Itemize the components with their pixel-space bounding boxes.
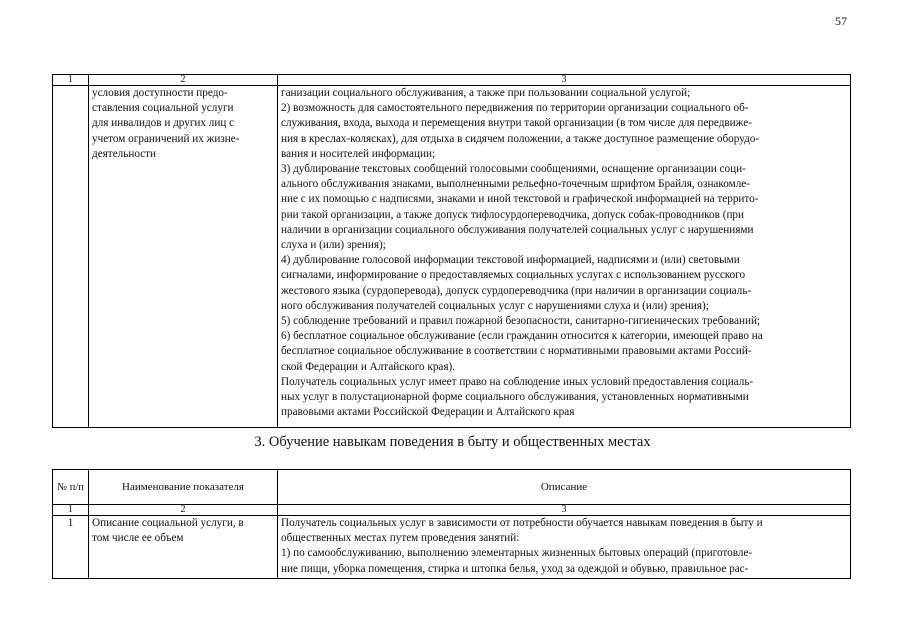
table-header-row: [53, 470, 851, 505]
column-number-2: 2: [89, 75, 278, 86]
description-line: ганизации социального обслуживания, а также при пользовании социальной услугой;: [281, 87, 691, 99]
description-line: ного обслуживания получателей социальных услуг с нарушениями слуха и (или) зрения);: [281, 299, 709, 312]
training-table: [52, 469, 851, 579]
column-number-3: 3: [278, 505, 851, 516]
description-line: слуха и (или) зрения);: [281, 239, 386, 252]
indicator-name-line: для инвалидов и других лиц с: [92, 117, 235, 130]
indicator-name-cell: [89, 86, 278, 428]
row-number-cell: 1: [53, 516, 89, 579]
indicator-name-line: ставления социальной услуги: [92, 102, 234, 115]
description-line: служивания, входа, выхода и перемещения внутри такой организации (в том числе для передвиже-: [281, 117, 752, 130]
description-clip: [281, 516, 847, 578]
description-line: правовыми актами Российской Федерации и Алтайского края: [281, 406, 575, 419]
description-line: ния в креслах-колясках), для отдыха в сидячем положении, а также доступное размещение оборудо-: [281, 132, 760, 145]
description-line: ской Федерации и Алтайского края).: [281, 360, 456, 373]
description-line: 3) дублирование текстовых сообщений голосовыми сообщениями, оснащение организации соци-: [281, 163, 746, 176]
section-title: 3. Обучение навыкам поведения в быту и общественных местах: [254, 434, 651, 450]
column-number-1: 1: [53, 75, 89, 86]
description-line: вания и носителей информации;: [281, 147, 436, 160]
indicator-name-line: условия доступности предо-: [92, 87, 228, 99]
description-line: наличии в организации социального обслуживания получателей социальных услуг с нарушениями: [281, 223, 754, 236]
header-indicator-name: Наименование показателя: [89, 470, 278, 505]
column-number-3: 3: [278, 75, 851, 86]
indicator-name-line: том числе ее объем: [92, 532, 184, 545]
description-line: 6) бесплатное социальное обслуживание (если гражданин относится к категории, имеющей право на: [281, 330, 763, 343]
description-line: ние пищи, уборка помещения, стирка и штопка белья, уход за одеждой и обувью, правильное рас-: [281, 562, 749, 575]
description-line: сигналами, информирование о предоставляемых социальных услугах с использованием русского: [281, 269, 746, 282]
indicator-name-cell: [89, 516, 278, 579]
description-line: 4) дублирование голосовой информации текстовой информацией, надписями и (или) световыми: [281, 254, 740, 267]
description-line: Получатель социальных услуг в зависимости от потребности обучается навыкам поведения в быту и: [281, 517, 763, 529]
table-row: [53, 86, 851, 428]
description-line: ных услуг в полустационарной форме социального обслуживания, установленных нормативными: [281, 391, 749, 404]
description-line: рии такой организации, а также допуск тифлосурдопереводчика, допуск собак-проводников (при: [281, 208, 745, 221]
column-number-row: [53, 505, 851, 516]
description-cell: [278, 86, 851, 428]
column-number-2: 2: [89, 505, 278, 516]
indicator-name-line: Описание социальной услуги, в: [92, 517, 244, 529]
description-cell: [278, 516, 851, 579]
header-number: № п/п: [53, 470, 89, 505]
description-line: 5) соблюдение требований и правил пожарной безопасности, санитарно-гигиенических требований;: [281, 315, 761, 328]
description-line: 1) по самообслуживанию, выполнению элементарных жизненных бытовых операций (приготовле-: [281, 547, 753, 560]
description-line: Получатель социальных услуг имеет право на соблюдение иных условий предоставления социаль-: [281, 375, 754, 388]
description-line: ального обслуживания знаками, выполненными рельефно-точечным шрифтом Брайля, ознакомле-: [281, 178, 750, 191]
header-description: Описание: [278, 470, 851, 505]
column-number-row: [53, 75, 851, 86]
indicator-name-line: деятельности: [92, 147, 157, 160]
indicator-name-line: учетом ограничений их жизне-: [92, 132, 240, 145]
description-line: общественных местах путем проведения занятий:: [281, 532, 520, 545]
description-line: жестового языка (сурдоперевода), допуск сурдопереводчика (при наличии в организации социаль-: [281, 284, 752, 297]
page-number: 57: [835, 14, 847, 28]
description-line: 2) возможность для самостоятельного передвижения по территории организации социального об-: [281, 102, 749, 115]
description-line: ние с их помощью с надписями, знаками и иной текстовой и графической информацией на террито-: [281, 193, 759, 206]
description-line: бесплатное социальное обслуживание в соответствии с нормативными правовыми актами Россий-: [281, 345, 752, 358]
column-number-1: 1: [53, 505, 89, 516]
table-row: [53, 516, 851, 579]
row-number-cell: [53, 86, 89, 428]
conditions-table: [52, 74, 851, 428]
